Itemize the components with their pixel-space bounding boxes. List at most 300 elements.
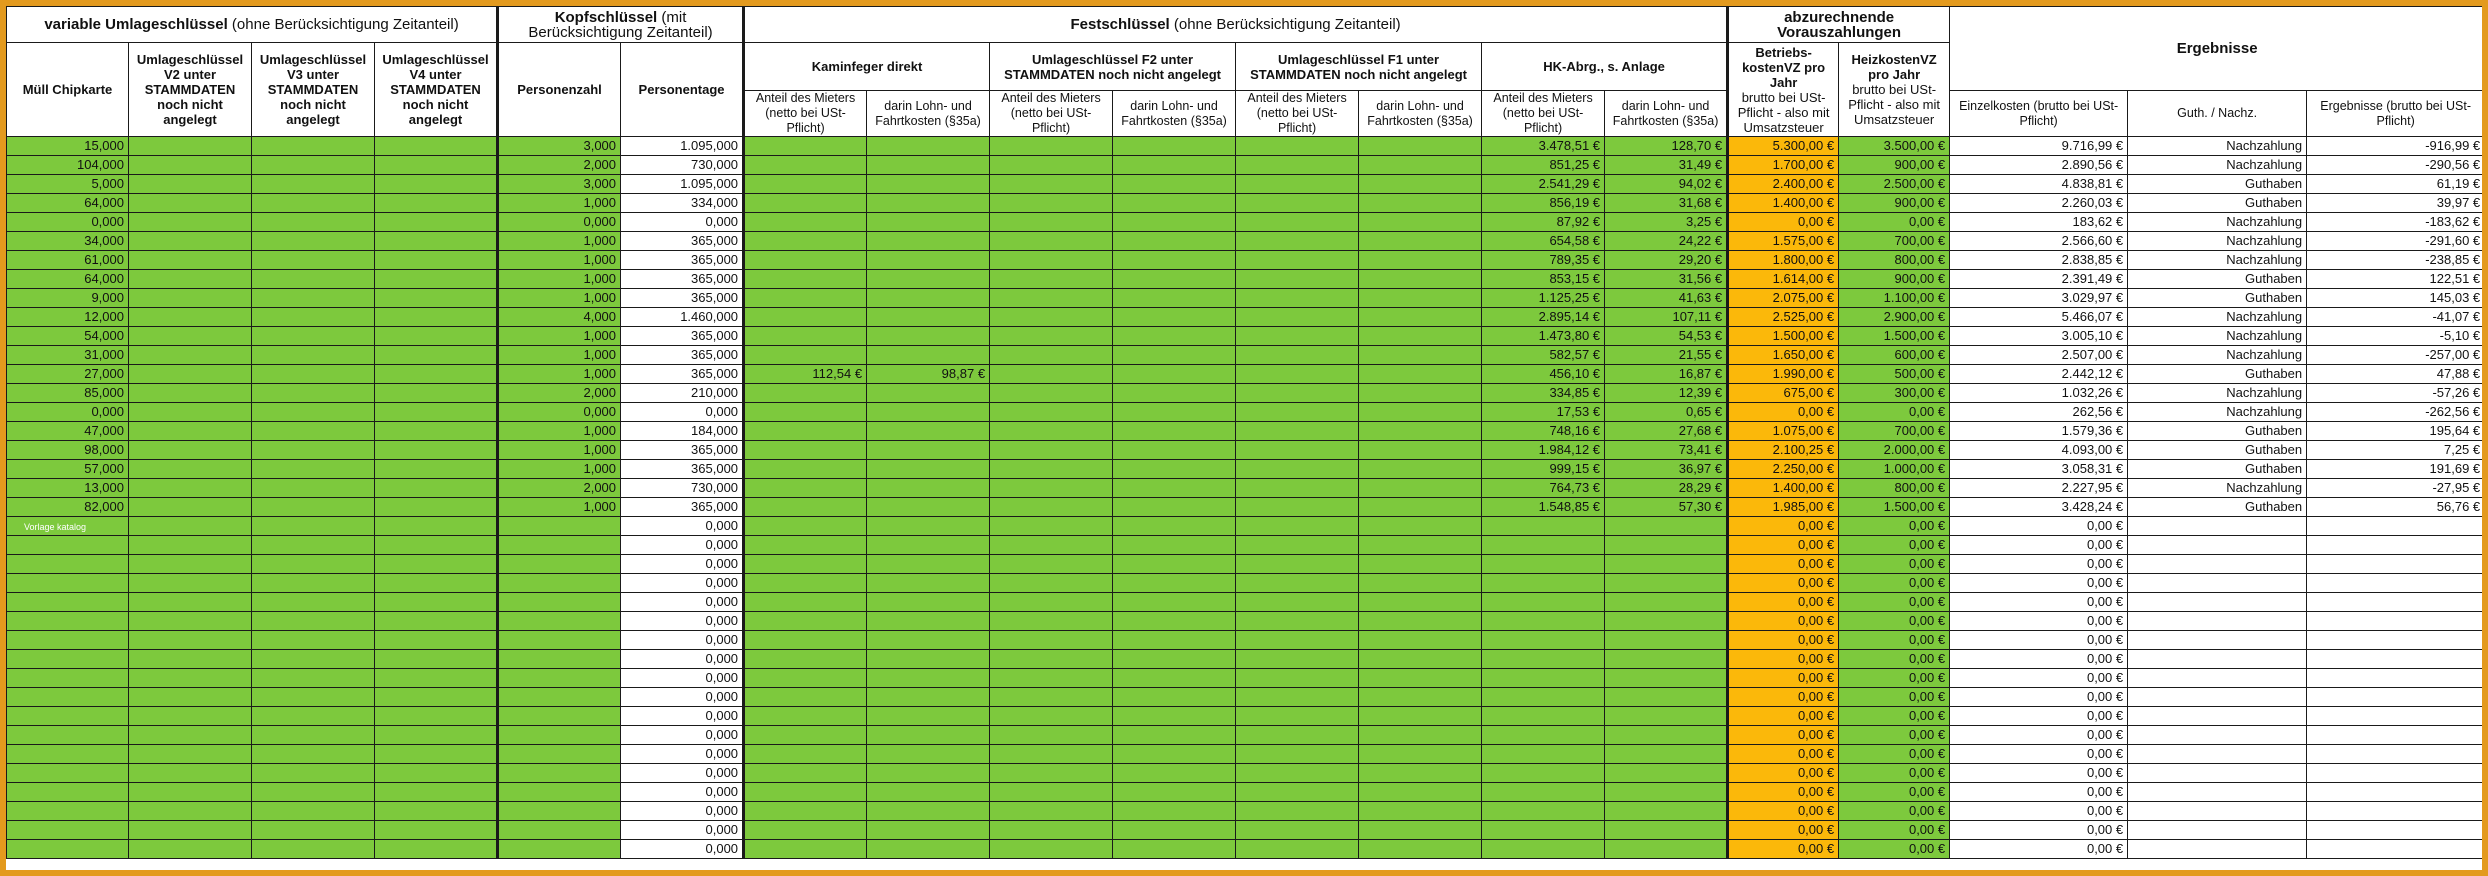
- cell[interactable]: [375, 441, 498, 460]
- cell[interactable]: [129, 593, 252, 612]
- cell[interactable]: [252, 270, 375, 289]
- cell[interactable]: [252, 688, 375, 707]
- cell[interactable]: [744, 213, 867, 232]
- cell[interactable]: [498, 593, 621, 612]
- cell[interactable]: [1359, 346, 1482, 365]
- cell[interactable]: [1236, 707, 1359, 726]
- cell[interactable]: [129, 384, 252, 403]
- cell[interactable]: [990, 251, 1113, 270]
- cell[interactable]: [1482, 707, 1605, 726]
- cell[interactable]: [1359, 460, 1482, 479]
- cell[interactable]: 0,00 €: [1950, 669, 2128, 688]
- cell[interactable]: [744, 631, 867, 650]
- cell[interactable]: [867, 764, 990, 783]
- cell[interactable]: 1.614,00 €: [1728, 270, 1839, 289]
- cell[interactable]: [1359, 726, 1482, 745]
- cell[interactable]: [1113, 555, 1236, 574]
- cell[interactable]: 1.460,000: [621, 308, 744, 327]
- cell[interactable]: [129, 365, 252, 384]
- cell[interactable]: [1113, 669, 1236, 688]
- cell[interactable]: [129, 498, 252, 517]
- cell[interactable]: Nachzahlung: [2128, 156, 2307, 175]
- cell[interactable]: [1359, 802, 1482, 821]
- cell[interactable]: 1.032,26 €: [1950, 384, 2128, 403]
- cell[interactable]: 0,000: [621, 802, 744, 821]
- cell[interactable]: [1359, 156, 1482, 175]
- cell[interactable]: 0,00 €: [1728, 726, 1839, 745]
- cell[interactable]: 0,00 €: [1950, 707, 2128, 726]
- cell[interactable]: [1605, 536, 1728, 555]
- cell[interactable]: 0,000: [621, 517, 744, 536]
- cell[interactable]: 57,000: [7, 460, 129, 479]
- cell[interactable]: 0,000: [621, 764, 744, 783]
- cell[interactable]: [1359, 821, 1482, 840]
- cell[interactable]: 31,000: [7, 346, 129, 365]
- cell[interactable]: 56,76 €: [2307, 498, 2482, 517]
- cell[interactable]: Nachzahlung: [2128, 213, 2307, 232]
- cell[interactable]: 500,00 €: [1839, 365, 1950, 384]
- cell[interactable]: [1113, 270, 1236, 289]
- cell[interactable]: [1359, 631, 1482, 650]
- cell[interactable]: 0,00 €: [1950, 650, 2128, 669]
- cell[interactable]: 2.000,00 €: [1839, 441, 1950, 460]
- cell[interactable]: [990, 346, 1113, 365]
- cell[interactable]: 0,00 €: [1728, 745, 1839, 764]
- cell[interactable]: [990, 650, 1113, 669]
- cell[interactable]: [1482, 631, 1605, 650]
- cell[interactable]: [375, 517, 498, 536]
- cell[interactable]: [2307, 764, 2482, 783]
- cell[interactable]: 17,53 €: [1482, 403, 1605, 422]
- cell[interactable]: [2307, 574, 2482, 593]
- cell[interactable]: [1236, 327, 1359, 346]
- cell[interactable]: [129, 574, 252, 593]
- cell[interactable]: [252, 213, 375, 232]
- cell[interactable]: 0,00 €: [1950, 802, 2128, 821]
- cell[interactable]: 1,000: [498, 270, 621, 289]
- cell[interactable]: -41,07 €: [2307, 308, 2482, 327]
- cell[interactable]: [375, 137, 498, 156]
- cell[interactable]: [1359, 840, 1482, 859]
- cell[interactable]: 0,00 €: [1839, 669, 1950, 688]
- cell[interactable]: [1236, 498, 1359, 517]
- cell[interactable]: [990, 175, 1113, 194]
- cell[interactable]: [1113, 156, 1236, 175]
- cell[interactable]: [375, 840, 498, 859]
- cell[interactable]: [1236, 631, 1359, 650]
- cell[interactable]: [990, 194, 1113, 213]
- cell[interactable]: 0,000: [621, 669, 744, 688]
- cell[interactable]: [867, 669, 990, 688]
- cell[interactable]: 0,00 €: [1950, 517, 2128, 536]
- cell[interactable]: -257,00 €: [2307, 346, 2482, 365]
- cell[interactable]: 2.442,12 €: [1950, 365, 2128, 384]
- cell[interactable]: [1236, 441, 1359, 460]
- cell[interactable]: [1359, 669, 1482, 688]
- cell[interactable]: [867, 707, 990, 726]
- cell[interactable]: [375, 251, 498, 270]
- cell[interactable]: Nachzahlung: [2128, 251, 2307, 270]
- cell[interactable]: [129, 213, 252, 232]
- cell[interactable]: [129, 308, 252, 327]
- cell[interactable]: 3.478,51 €: [1482, 137, 1605, 156]
- cell[interactable]: 2.890,56 €: [1950, 156, 2128, 175]
- cell[interactable]: [1482, 650, 1605, 669]
- cell[interactable]: [375, 631, 498, 650]
- cell[interactable]: [990, 726, 1113, 745]
- cell[interactable]: [1113, 327, 1236, 346]
- cell[interactable]: [990, 498, 1113, 517]
- cell[interactable]: 1,000: [498, 460, 621, 479]
- cell[interactable]: [2128, 631, 2307, 650]
- cell[interactable]: Guthaben: [2128, 441, 2307, 460]
- cell[interactable]: 0,00 €: [1728, 688, 1839, 707]
- cell[interactable]: [1113, 346, 1236, 365]
- cell[interactable]: 2.507,00 €: [1950, 346, 2128, 365]
- cell[interactable]: 0,00 €: [1950, 783, 2128, 802]
- cell[interactable]: Guthaben: [2128, 365, 2307, 384]
- cell[interactable]: 2,000: [498, 156, 621, 175]
- cell[interactable]: [129, 536, 252, 555]
- cell[interactable]: 0,00 €: [1839, 574, 1950, 593]
- cell[interactable]: 1,000: [498, 346, 621, 365]
- cell[interactable]: [744, 308, 867, 327]
- cell[interactable]: 0,00 €: [1950, 688, 2128, 707]
- cell[interactable]: [129, 612, 252, 631]
- cell[interactable]: [1113, 308, 1236, 327]
- cell[interactable]: [252, 726, 375, 745]
- cell[interactable]: -262,56 €: [2307, 403, 2482, 422]
- cell[interactable]: [1236, 669, 1359, 688]
- cell[interactable]: [1113, 460, 1236, 479]
- cell[interactable]: 1.800,00 €: [1728, 251, 1839, 270]
- cell[interactable]: [1605, 840, 1728, 859]
- cell[interactable]: [990, 156, 1113, 175]
- cell[interactable]: [7, 574, 129, 593]
- cell[interactable]: [2307, 707, 2482, 726]
- cell[interactable]: [1359, 479, 1482, 498]
- cell[interactable]: [375, 346, 498, 365]
- cell[interactable]: 2,000: [498, 479, 621, 498]
- cell[interactable]: [2307, 650, 2482, 669]
- cell[interactable]: 1.579,36 €: [1950, 422, 2128, 441]
- cell[interactable]: [252, 422, 375, 441]
- cell[interactable]: -57,26 €: [2307, 384, 2482, 403]
- cell[interactable]: 700,00 €: [1839, 232, 1950, 251]
- cell[interactable]: [252, 745, 375, 764]
- cell[interactable]: 2.895,14 €: [1482, 308, 1605, 327]
- cell[interactable]: [744, 745, 867, 764]
- cell[interactable]: [1113, 821, 1236, 840]
- cell[interactable]: [1236, 612, 1359, 631]
- cell[interactable]: [252, 460, 375, 479]
- cell[interactable]: [744, 384, 867, 403]
- cell[interactable]: 12,39 €: [1605, 384, 1728, 403]
- cell[interactable]: 41,63 €: [1605, 289, 1728, 308]
- cell[interactable]: 334,000: [621, 194, 744, 213]
- cell[interactable]: [7, 612, 129, 631]
- cell[interactable]: [252, 175, 375, 194]
- cell[interactable]: 1.095,000: [621, 137, 744, 156]
- cell[interactable]: [1359, 384, 1482, 403]
- cell[interactable]: 1,000: [498, 251, 621, 270]
- cell[interactable]: [375, 593, 498, 612]
- cell[interactable]: [2307, 745, 2482, 764]
- cell[interactable]: [1236, 536, 1359, 555]
- cell[interactable]: 2.250,00 €: [1728, 460, 1839, 479]
- cell[interactable]: [1359, 574, 1482, 593]
- cell[interactable]: [1236, 365, 1359, 384]
- cell[interactable]: [1605, 593, 1728, 612]
- cell[interactable]: [990, 403, 1113, 422]
- cell[interactable]: 210,000: [621, 384, 744, 403]
- cell[interactable]: 2.500,00 €: [1839, 175, 1950, 194]
- cell[interactable]: [2307, 593, 2482, 612]
- cell[interactable]: [1113, 498, 1236, 517]
- cell[interactable]: [1113, 650, 1236, 669]
- cell[interactable]: 1.990,00 €: [1728, 365, 1839, 384]
- cell[interactable]: [375, 783, 498, 802]
- cell[interactable]: [744, 137, 867, 156]
- cell[interactable]: [1236, 840, 1359, 859]
- cell[interactable]: 0,00 €: [1839, 593, 1950, 612]
- cell[interactable]: [129, 821, 252, 840]
- cell[interactable]: [252, 764, 375, 783]
- cell[interactable]: [1236, 137, 1359, 156]
- cell[interactable]: [498, 726, 621, 745]
- cell[interactable]: 31,56 €: [1605, 270, 1728, 289]
- cell[interactable]: [2128, 764, 2307, 783]
- cell[interactable]: [1359, 536, 1482, 555]
- cell[interactable]: [375, 460, 498, 479]
- cell[interactable]: [252, 346, 375, 365]
- cell[interactable]: 0,00 €: [1839, 802, 1950, 821]
- cell[interactable]: 0,00 €: [1839, 726, 1950, 745]
- cell[interactable]: [990, 289, 1113, 308]
- cell[interactable]: [990, 213, 1113, 232]
- cell[interactable]: [744, 479, 867, 498]
- cell[interactable]: [375, 498, 498, 517]
- cell[interactable]: -238,85 €: [2307, 251, 2482, 270]
- cell[interactable]: [498, 783, 621, 802]
- cell[interactable]: [1359, 612, 1482, 631]
- cell[interactable]: 3,000: [498, 175, 621, 194]
- cell[interactable]: [1113, 422, 1236, 441]
- cell[interactable]: [744, 650, 867, 669]
- cell[interactable]: [744, 232, 867, 251]
- cell[interactable]: 54,53 €: [1605, 327, 1728, 346]
- cell[interactable]: [375, 802, 498, 821]
- cell[interactable]: 1.984,12 €: [1482, 441, 1605, 460]
- cell[interactable]: [7, 764, 129, 783]
- cell[interactable]: Guthaben: [2128, 175, 2307, 194]
- cell[interactable]: 365,000: [621, 327, 744, 346]
- cell[interactable]: 0,00 €: [1950, 764, 2128, 783]
- cell[interactable]: [744, 327, 867, 346]
- cell[interactable]: 456,10 €: [1482, 365, 1605, 384]
- cell[interactable]: [2307, 555, 2482, 574]
- cell[interactable]: [1482, 688, 1605, 707]
- cell[interactable]: [867, 555, 990, 574]
- cell[interactable]: [252, 555, 375, 574]
- cell[interactable]: 13,000: [7, 479, 129, 498]
- cell[interactable]: [1482, 612, 1605, 631]
- cell[interactable]: [129, 631, 252, 650]
- cell[interactable]: 107,11 €: [1605, 308, 1728, 327]
- cell[interactable]: [744, 194, 867, 213]
- cell[interactable]: [1482, 574, 1605, 593]
- cell[interactable]: [2307, 536, 2482, 555]
- cell[interactable]: 0,00 €: [1950, 840, 2128, 859]
- cell[interactable]: [7, 669, 129, 688]
- cell[interactable]: [252, 251, 375, 270]
- cell[interactable]: 29,20 €: [1605, 251, 1728, 270]
- cell[interactable]: [867, 137, 990, 156]
- cell[interactable]: [375, 308, 498, 327]
- cell[interactable]: 0,00 €: [1728, 707, 1839, 726]
- cell[interactable]: [375, 669, 498, 688]
- cell[interactable]: 0,000: [621, 707, 744, 726]
- cell[interactable]: 0,000: [621, 555, 744, 574]
- cell[interactable]: [7, 840, 129, 859]
- cell[interactable]: [1359, 403, 1482, 422]
- cell[interactable]: 0,00 €: [1728, 612, 1839, 631]
- cell[interactable]: 94,02 €: [1605, 175, 1728, 194]
- cell[interactable]: Guthaben: [2128, 460, 2307, 479]
- cell[interactable]: [375, 232, 498, 251]
- cell[interactable]: [375, 213, 498, 232]
- cell[interactable]: 0,00 €: [1728, 555, 1839, 574]
- cell[interactable]: [1359, 194, 1482, 213]
- cell[interactable]: [990, 802, 1113, 821]
- cell[interactable]: 1,000: [498, 327, 621, 346]
- cell[interactable]: [867, 726, 990, 745]
- cell[interactable]: [1236, 251, 1359, 270]
- cell[interactable]: [129, 726, 252, 745]
- cell[interactable]: 0,00 €: [1728, 840, 1839, 859]
- cell[interactable]: [252, 593, 375, 612]
- cell[interactable]: [1482, 726, 1605, 745]
- cell[interactable]: [498, 764, 621, 783]
- cell[interactable]: 5.466,07 €: [1950, 308, 2128, 327]
- cell[interactable]: [1605, 821, 1728, 840]
- cell[interactable]: [744, 764, 867, 783]
- cell[interactable]: [2307, 821, 2482, 840]
- cell[interactable]: [498, 745, 621, 764]
- cell[interactable]: [2128, 707, 2307, 726]
- cell[interactable]: [129, 517, 252, 536]
- cell[interactable]: 1.125,25 €: [1482, 289, 1605, 308]
- cell[interactable]: [1236, 650, 1359, 669]
- cell[interactable]: 64,000: [7, 194, 129, 213]
- cell[interactable]: [1359, 441, 1482, 460]
- cell[interactable]: [7, 631, 129, 650]
- cell[interactable]: [990, 669, 1113, 688]
- cell[interactable]: [498, 574, 621, 593]
- cell[interactable]: [1482, 745, 1605, 764]
- cell[interactable]: [375, 536, 498, 555]
- cell[interactable]: [252, 194, 375, 213]
- cell[interactable]: 47,000: [7, 422, 129, 441]
- cell[interactable]: [1113, 137, 1236, 156]
- cell[interactable]: [867, 175, 990, 194]
- cell[interactable]: 0,000: [7, 403, 129, 422]
- cell[interactable]: [867, 460, 990, 479]
- cell[interactable]: [252, 137, 375, 156]
- cell[interactable]: [867, 498, 990, 517]
- cell[interactable]: 0,000: [621, 536, 744, 555]
- cell[interactable]: 600,00 €: [1839, 346, 1950, 365]
- cell[interactable]: Nachzahlung: [2128, 327, 2307, 346]
- cell[interactable]: [1236, 574, 1359, 593]
- cell[interactable]: 0,000: [621, 631, 744, 650]
- cell[interactable]: [7, 802, 129, 821]
- cell[interactable]: [2307, 688, 2482, 707]
- cell[interactable]: [1113, 783, 1236, 802]
- cell[interactable]: [1113, 688, 1236, 707]
- cell[interactable]: 0,00 €: [1839, 631, 1950, 650]
- cell[interactable]: Nachzahlung: [2128, 232, 2307, 251]
- cell[interactable]: [375, 707, 498, 726]
- cell[interactable]: 1.075,00 €: [1728, 422, 1839, 441]
- cell[interactable]: [129, 669, 252, 688]
- cell[interactable]: Guthaben: [2128, 422, 2307, 441]
- cell[interactable]: 195,64 €: [2307, 422, 2482, 441]
- cell[interactable]: 1.473,80 €: [1482, 327, 1605, 346]
- cell[interactable]: 999,15 €: [1482, 460, 1605, 479]
- cell[interactable]: [744, 821, 867, 840]
- cell[interactable]: [7, 821, 129, 840]
- cell[interactable]: [744, 840, 867, 859]
- cell[interactable]: 0,000: [498, 403, 621, 422]
- cell[interactable]: [744, 403, 867, 422]
- cell[interactable]: [990, 327, 1113, 346]
- cell[interactable]: 0,00 €: [1728, 536, 1839, 555]
- cell[interactable]: 0,000: [621, 688, 744, 707]
- cell[interactable]: 0,00 €: [1839, 688, 1950, 707]
- cell[interactable]: [1236, 308, 1359, 327]
- cell[interactable]: [990, 517, 1113, 536]
- cell[interactable]: 851,25 €: [1482, 156, 1605, 175]
- cell[interactable]: 9.716,99 €: [1950, 137, 2128, 156]
- cell[interactable]: [1359, 422, 1482, 441]
- cell[interactable]: [990, 764, 1113, 783]
- cell[interactable]: [1236, 232, 1359, 251]
- cell[interactable]: [1359, 764, 1482, 783]
- cell[interactable]: [7, 707, 129, 726]
- cell[interactable]: [2128, 669, 2307, 688]
- cell[interactable]: [1482, 840, 1605, 859]
- cell[interactable]: [1113, 365, 1236, 384]
- cell[interactable]: 0,00 €: [1728, 802, 1839, 821]
- cell[interactable]: [1359, 308, 1482, 327]
- cell[interactable]: 900,00 €: [1839, 270, 1950, 289]
- cell[interactable]: 0,000: [621, 783, 744, 802]
- cell[interactable]: 1,000: [498, 365, 621, 384]
- cell[interactable]: [990, 536, 1113, 555]
- cell[interactable]: [990, 270, 1113, 289]
- cell[interactable]: 0,00 €: [1728, 669, 1839, 688]
- cell[interactable]: [1113, 802, 1236, 821]
- cell[interactable]: [867, 213, 990, 232]
- cell[interactable]: 128,70 €: [1605, 137, 1728, 156]
- cell[interactable]: [7, 726, 129, 745]
- cell[interactable]: [1359, 650, 1482, 669]
- cell[interactable]: [744, 612, 867, 631]
- cell[interactable]: [375, 479, 498, 498]
- cell[interactable]: [129, 802, 252, 821]
- cell[interactable]: Nachzahlung: [2128, 384, 2307, 403]
